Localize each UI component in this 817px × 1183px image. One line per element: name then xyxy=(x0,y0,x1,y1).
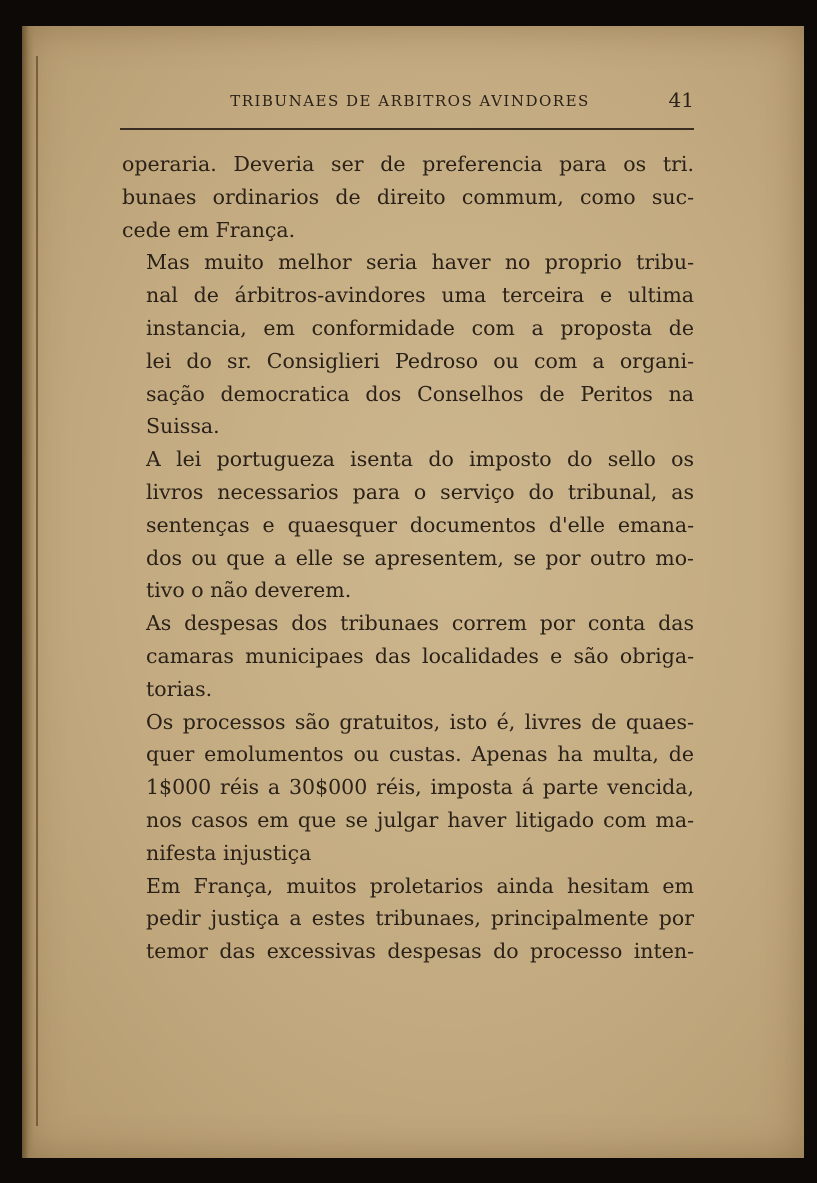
text-line: lei do sr. Consiglieri Pedroso ou com a organi- xyxy=(146,348,694,373)
paragraph xyxy=(122,706,694,870)
text-line: Em França, muitos proletarios ainda hesitam em xyxy=(146,873,694,898)
running-head-title: TRIBUNAES DE ARBITROS AVINDORES xyxy=(230,92,590,110)
text-line: pedir justiça a estes tribunaes, principalmente por xyxy=(146,906,694,931)
text-line: dos ou que a elle se apresentem, se por outro mo- xyxy=(146,545,694,570)
text-line: cede em França. xyxy=(122,217,296,242)
text-line: livros necessarios para o serviço do tribunal, as xyxy=(146,479,694,504)
paragraph xyxy=(122,607,694,705)
text-line: tivo o não deverem. xyxy=(146,578,352,603)
text-line: bunaes ordinarios de direito commum, como suc- xyxy=(122,184,694,209)
paragraph xyxy=(122,443,694,607)
text-line: camaras municipaes das localidades e são obriga- xyxy=(146,643,694,668)
text-line: quer emolumentos ou custas. Apenas ha multa, de xyxy=(146,742,694,767)
text-line: nos casos em que se julgar haver litigado com ma- xyxy=(146,807,694,832)
binding-edge xyxy=(22,26,34,1158)
text-line: Mas muito melhor seria haver no proprio tribu- xyxy=(146,250,694,275)
running-head xyxy=(100,66,694,128)
text-line: Os processos são gratuitos, isto é, livres de quaes- xyxy=(146,709,694,734)
text-line: temor das excessivas despesas do processo inten- xyxy=(146,939,694,964)
text-line: sação democratica dos Conselhos de Peritos na xyxy=(146,381,694,406)
text-line: nal de árbitros-avindores uma terceira e ultima xyxy=(146,283,694,308)
header-rule xyxy=(120,128,694,130)
page-number: 41 xyxy=(668,88,694,112)
text-line: torias. xyxy=(146,676,213,701)
text-line: A lei portugueza isenta do imposto do sello os xyxy=(146,447,694,472)
paragraph xyxy=(122,148,694,246)
text-line: instancia, em conformidade com a proposta de xyxy=(146,315,694,340)
text-line: Suissa. xyxy=(146,414,220,439)
binding-crease xyxy=(36,56,38,1126)
text-line: As despesas dos tribunaes correm por conta das xyxy=(146,611,694,636)
text-line: operaria. Deveria ser de preferencia para os tri. xyxy=(122,152,694,176)
paragraph xyxy=(122,246,694,443)
text-line: sentenças e quaesquer documentos d'elle emana- xyxy=(146,512,694,537)
text-line: 1$000 réis a 30$000 réis, imposta á parte vencida, xyxy=(146,775,694,800)
body-text xyxy=(122,148,694,968)
paragraph xyxy=(122,870,694,968)
text-line: nifesta injustiça xyxy=(146,840,312,865)
